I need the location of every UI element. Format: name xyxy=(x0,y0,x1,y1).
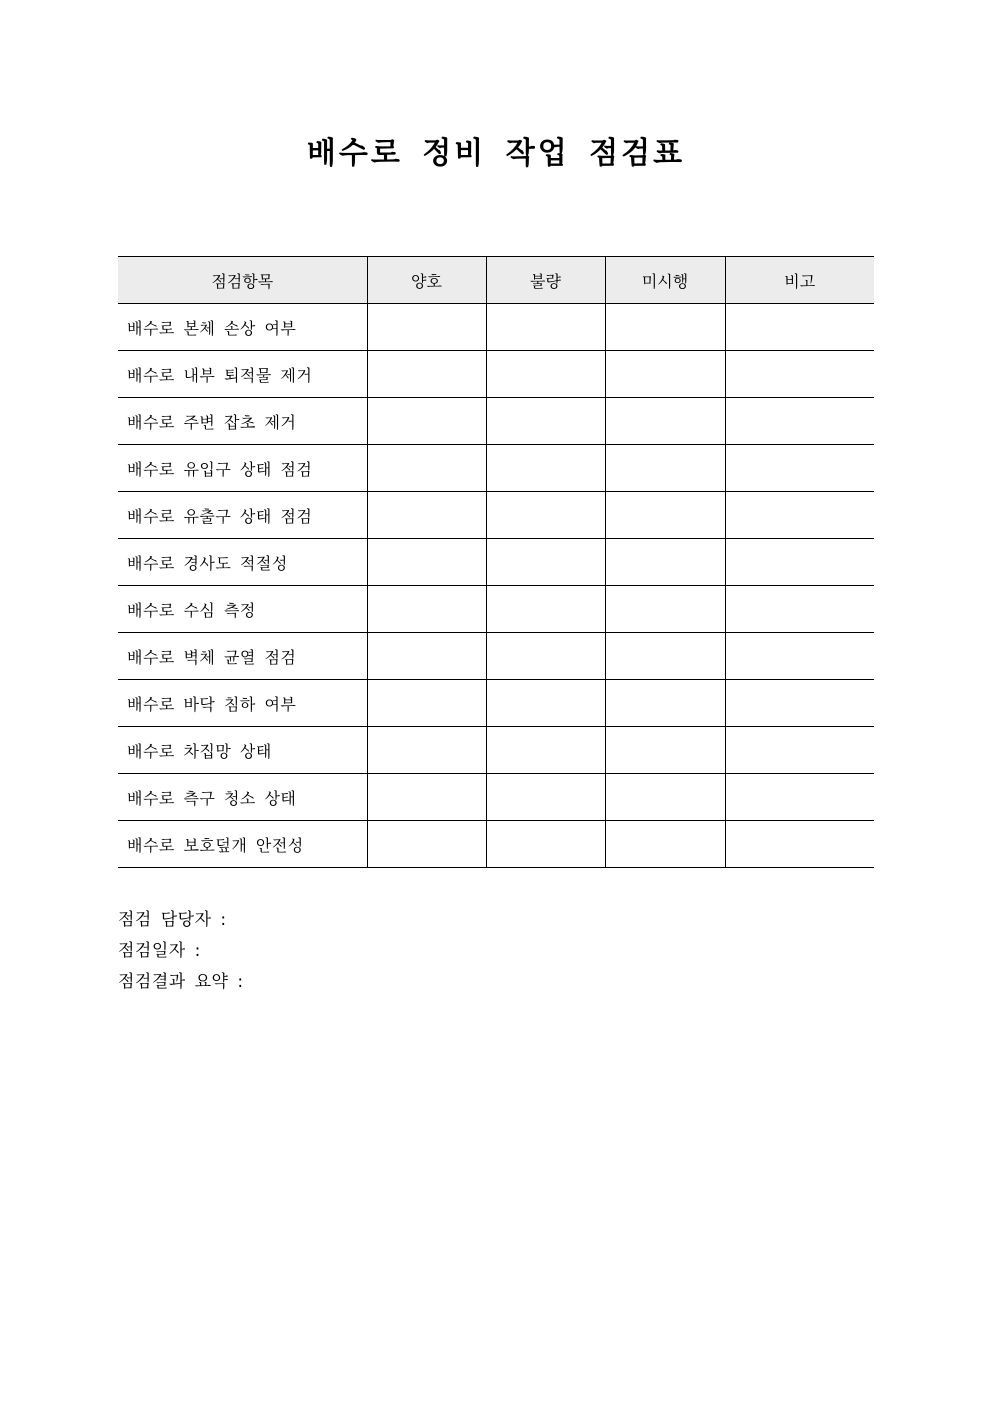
inspector-field-label: 점검 담당자 : xyxy=(118,910,227,930)
table-row xyxy=(118,351,874,398)
remarks-cell[interactable] xyxy=(725,633,874,680)
good-cell[interactable] xyxy=(367,821,486,868)
table-row xyxy=(118,821,874,868)
good-cell[interactable] xyxy=(367,680,486,727)
remarks-cell[interactable] xyxy=(725,727,874,774)
bad-cell[interactable] xyxy=(486,539,605,586)
remarks-cell[interactable] xyxy=(725,539,874,586)
table-row xyxy=(118,304,874,351)
bad-cell[interactable] xyxy=(486,633,605,680)
not-performed-cell[interactable] xyxy=(605,304,725,351)
inspection-date-field-label: 점검일자 : xyxy=(118,941,201,961)
not-performed-cell[interactable] xyxy=(605,586,725,633)
table-row xyxy=(118,398,874,445)
footer-fields xyxy=(118,905,244,998)
not-performed-cell[interactable] xyxy=(605,445,725,492)
table-header-row xyxy=(118,257,874,304)
not-performed-cell[interactable] xyxy=(605,492,725,539)
remarks-cell[interactable] xyxy=(725,351,874,398)
item-label: 배수로 보호덮개 안전성 xyxy=(118,821,367,868)
item-label: 배수로 수심 측정 xyxy=(118,586,367,633)
inspection-table xyxy=(118,256,874,868)
not-performed-cell[interactable] xyxy=(605,680,725,727)
item-label: 배수로 벽체 균열 점검 xyxy=(118,633,367,680)
good-cell[interactable] xyxy=(367,633,486,680)
remarks-cell[interactable] xyxy=(725,680,874,727)
table-row xyxy=(118,774,874,821)
table-row xyxy=(118,445,874,492)
table-row xyxy=(118,633,874,680)
not-performed-cell[interactable] xyxy=(605,539,725,586)
not-performed-cell[interactable] xyxy=(605,821,725,868)
item-label: 배수로 본체 손상 여부 xyxy=(118,304,367,351)
header-good: 양호 xyxy=(367,257,486,304)
good-cell[interactable] xyxy=(367,304,486,351)
bad-cell[interactable] xyxy=(486,821,605,868)
header-item: 점검항목 xyxy=(118,257,367,304)
header-bad: 불량 xyxy=(486,257,605,304)
header-remarks: 비고 xyxy=(725,257,874,304)
table-row xyxy=(118,680,874,727)
good-cell[interactable] xyxy=(367,727,486,774)
remarks-cell[interactable] xyxy=(725,586,874,633)
bad-cell[interactable] xyxy=(486,680,605,727)
bad-cell[interactable] xyxy=(486,586,605,633)
table-row xyxy=(118,539,874,586)
table-row xyxy=(118,727,874,774)
good-cell[interactable] xyxy=(367,351,486,398)
remarks-cell[interactable] xyxy=(725,304,874,351)
good-cell[interactable] xyxy=(367,774,486,821)
header-not-performed: 미시행 xyxy=(605,257,725,304)
bad-cell[interactable] xyxy=(486,398,605,445)
not-performed-cell[interactable] xyxy=(605,633,725,680)
bad-cell[interactable] xyxy=(486,774,605,821)
good-cell[interactable] xyxy=(367,586,486,633)
item-label: 배수로 바닥 침하 여부 xyxy=(118,680,367,727)
bad-cell[interactable] xyxy=(486,727,605,774)
item-label: 배수로 경사도 적절성 xyxy=(118,539,367,586)
item-label: 배수로 유입구 상태 점검 xyxy=(118,445,367,492)
table-row xyxy=(118,586,874,633)
good-cell[interactable] xyxy=(367,492,486,539)
table-row xyxy=(118,492,874,539)
remarks-cell[interactable] xyxy=(725,821,874,868)
not-performed-cell[interactable] xyxy=(605,727,725,774)
not-performed-cell[interactable] xyxy=(605,351,725,398)
bad-cell[interactable] xyxy=(486,304,605,351)
item-label: 배수로 차집망 상태 xyxy=(118,727,367,774)
remarks-cell[interactable] xyxy=(725,774,874,821)
remarks-cell[interactable] xyxy=(725,492,874,539)
not-performed-cell[interactable] xyxy=(605,398,725,445)
not-performed-cell[interactable] xyxy=(605,774,725,821)
good-cell[interactable] xyxy=(367,539,486,586)
good-cell[interactable] xyxy=(367,398,486,445)
bad-cell[interactable] xyxy=(486,351,605,398)
remarks-cell[interactable] xyxy=(725,445,874,492)
bad-cell[interactable] xyxy=(486,492,605,539)
item-label: 배수로 측구 청소 상태 xyxy=(118,774,367,821)
bad-cell[interactable] xyxy=(486,445,605,492)
remarks-cell[interactable] xyxy=(725,398,874,445)
page-title: 배수로 정비 작업 점검표 xyxy=(306,136,686,171)
result-summary-field-label: 점검결과 요약 : xyxy=(118,972,244,992)
item-label: 배수로 내부 퇴적물 제거 xyxy=(118,351,367,398)
item-label: 배수로 유출구 상태 점검 xyxy=(118,492,367,539)
good-cell[interactable] xyxy=(367,445,486,492)
item-label: 배수로 주변 잡초 제거 xyxy=(118,398,367,445)
